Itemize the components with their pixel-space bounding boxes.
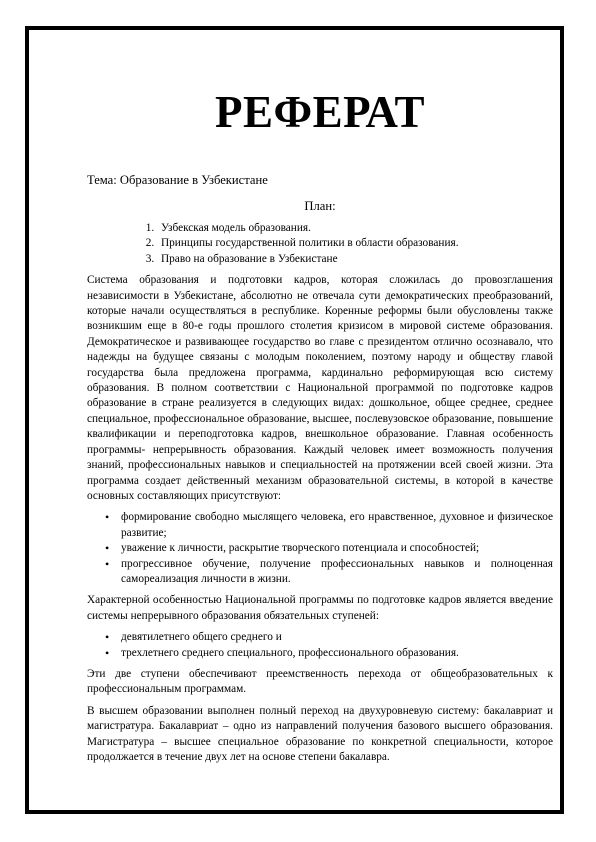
list-item: • трехлетнего среднего специального, профессионального образования. [121, 646, 553, 661]
bullet-list-1 [87, 510, 553, 587]
plan-list [87, 221, 553, 267]
bullet-list-2 [87, 630, 553, 661]
list-item: • девятилетнего общего среднего и [121, 630, 553, 645]
paragraph-4: В высшем образовании выполнен полный переход на двухуровневую систему: бакалавриат и магистратура. Бакалавриат – одно из направлений получения базового высшего образования. Магистратура – высшее специальное образование по конкретной специальности, которое продолжается в течение двух лет на основе степени бакалавра. [87, 704, 553, 763]
paragraph-2: Характерной особенностью Национальной программы по подготовке кадров является введение системы непрерывного образования обязательных ступеней: [87, 594, 553, 622]
plan-item: 2. Принципы государственной политики в области образования. [157, 236, 553, 251]
list-item: • формирование свободно мыслящего человека, его нравственное, духовное и физическое развитие; [121, 510, 553, 541]
document-title: РЕФЕРАТ [215, 87, 425, 137]
list-item: • прогрессивное обучение, получение профессиональных навыков и полноценная самореализация личности в жизни. [121, 557, 553, 588]
plan-heading: План: [304, 199, 336, 213]
plan-item: 1. Узбекская модель образования. [157, 221, 553, 236]
document-body [87, 86, 553, 771]
document-topic: Тема: Образование в Узбекистане [87, 173, 268, 187]
paragraph-1: Система образования и подготовки кадров, которая сложилась до провозглашения независимости в Узбекистане, абсолютно не отвечала сути демократических преобразований, которые начали осуществляться в республике. Коренные реформы были обусловлены также возникшим еще в 80-е годы прошлого столетия кризисом в мировой системе образования. Демократическое и развивающее государство во главе с президентом отлично осознавало, что надежды на будущее связаны с молодым поколением, поэтому народу и обществу главой государства была предложена программа, кардинально реформирующая всю систему образования. В полном соответствии с Национальной программой по подготовке кадров образование в стране реализуется в следующих видах: дошкольное, общее среднее, среднее специальное, профессиональное образование, высшее, послевузовское образование, повышение квалификации и переподготовка кадров, внешкольное образование. Главная особенность программы- непрерывность образования. Каждый человек имеет возможность получения знаний, профессиональных навыков и специальностей на протяжении всей своей жизни. Эта программа создает действенный механизм образовательной системы, в которой в качестве основных составляющих присутствуют: [87, 274, 553, 502]
list-item: • уважение к личности, раскрытие творческого потенциала и способностей; [121, 541, 553, 556]
plan-item: 3. Право на образование в Узбекистане [157, 252, 553, 267]
paragraph-3: Эти две ступени обеспечивают преемственность перехода от общеобразовательных к профессиональным программам. [87, 667, 553, 696]
